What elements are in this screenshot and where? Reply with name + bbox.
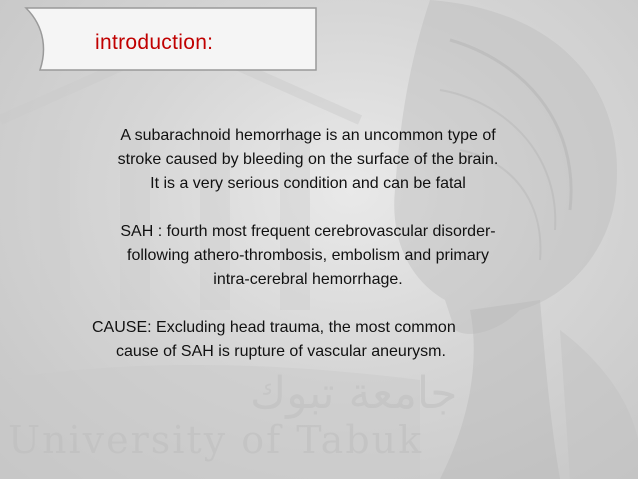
text-line: following athero-thrombosis, embolism and primary xyxy=(127,247,489,264)
text-line: cause of SAH is rupture of vascular aneurysm. xyxy=(116,343,446,360)
watermark-arabic: جامعة تبوك xyxy=(250,368,458,419)
text-line: stroke caused by bleeding on the surface of the brain. xyxy=(117,151,499,168)
watermark-text: University of Tabuk xyxy=(8,418,424,462)
slide-content xyxy=(66,124,550,364)
text-line: A subarachnoid hemorrhage is an uncommon type of xyxy=(120,127,496,144)
paragraph-sah xyxy=(66,220,550,292)
text-line: SAH : fourth most frequent cerebrovascular disorder- xyxy=(120,223,496,240)
paragraph-definition xyxy=(66,124,550,196)
paragraph-cause xyxy=(66,316,550,364)
text-line: intra-cerebral hemorrhage. xyxy=(213,271,403,288)
text-line: CAUSE: Excluding head trauma, the most common xyxy=(92,319,456,336)
slide-title: introduction: xyxy=(95,31,214,54)
text-line: It is a very serious condition and can be fatal xyxy=(150,175,466,192)
